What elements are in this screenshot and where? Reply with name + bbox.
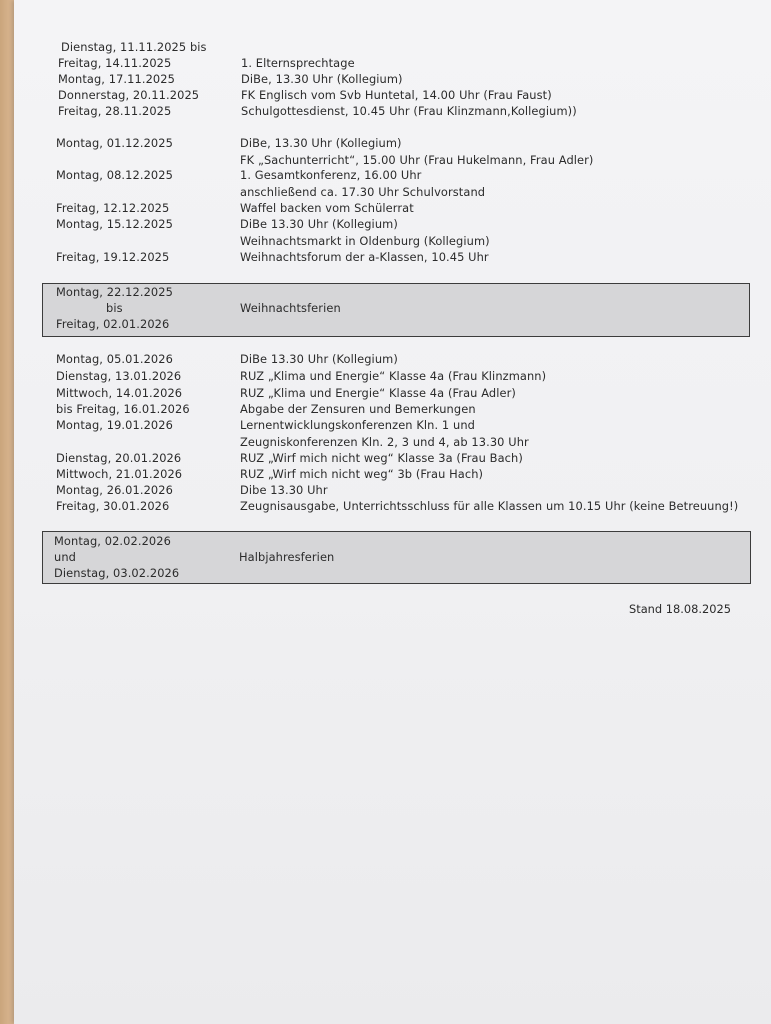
- schedule-event: Weihnachtsmarkt in Oldenburg (Kollegium): [240, 234, 490, 248]
- schedule-date: Montag, 19.01.2026: [56, 418, 173, 432]
- schedule-date: Freitag, 12.12.2025: [56, 201, 170, 215]
- schedule-date: Montag, 05.01.2026: [56, 352, 173, 366]
- schedule-date: Donnerstag, 20.11.2025: [58, 88, 200, 102]
- schedule-date: Dienstag, 13.01.2026: [56, 369, 182, 383]
- schedule-event: Weihnachtsforum der a-Klassen, 10.45 Uhr: [240, 250, 489, 264]
- schedule-date: Montag, 26.01.2026: [56, 483, 173, 497]
- holiday-from: Montag, 02.02.2026: [54, 534, 171, 548]
- schedule-date: Montag, 17.11.2025: [58, 72, 175, 86]
- holiday-connector: und: [54, 550, 76, 564]
- holiday-from: Montag, 22.12.2025: [56, 285, 173, 299]
- schedule-event: RUZ „Wirf mich nicht weg“ Klasse 3a (Frau Bach): [240, 451, 523, 465]
- schedule-date: Freitag, 28.11.2025: [58, 104, 172, 118]
- holiday-box-christmas: [42, 283, 750, 337]
- holiday-name: Halbjahresferien: [239, 550, 335, 564]
- schedule-event: DiBe 13.30 Uhr (Kollegium): [240, 217, 398, 231]
- schedule-event: anschließend ca. 17.30 Uhr Schulvorstand: [240, 185, 486, 199]
- schedule-event: FK Englisch vom Svb Huntetal, 14.00 Uhr (Frau Faust): [241, 88, 552, 102]
- schedule-date: Freitag, 14.11.2025: [58, 56, 172, 70]
- schedule-event: Abgabe der Zensuren und Bemerkungen: [240, 402, 476, 416]
- schedule-event: Dibe 13.30 Uhr: [240, 483, 328, 497]
- schedule-date: Freitag, 30.01.2026: [56, 499, 170, 513]
- schedule-event: RUZ „Wirf mich nicht weg“ 3b (Frau Hach): [240, 467, 484, 481]
- holiday-name: Weihnachtsferien: [240, 301, 341, 315]
- schedule-event: RUZ „Klima und Energie“ Klasse 4a (Frau Klinzmann): [240, 369, 547, 383]
- schedule-date: Montag, 15.12.2025: [56, 217, 173, 231]
- schedule-event: Lernentwicklungskonferenzen Kln. 1 und: [240, 418, 475, 432]
- holiday-connector: bis: [106, 301, 123, 315]
- schedule-event: Zeugnisausgabe, Unterrichtsschluss für alle Klassen um 10.15 Uhr (keine Betreuung!): [240, 499, 739, 513]
- schedule-date: Montag, 01.12.2025: [56, 136, 173, 150]
- schedule-event: Waffel backen vom Schülerrat: [240, 201, 414, 215]
- schedule-event: Schulgottesdienst, 10.45 Uhr (Frau Klinzmann,Kollegium)): [241, 104, 577, 118]
- schedule-event: DiBe 13.30 Uhr (Kollegium): [240, 352, 398, 366]
- schedule-event: DiBe, 13.30 Uhr (Kollegium): [240, 136, 402, 150]
- schedule-date: Dienstag, 20.01.2026: [56, 451, 182, 465]
- holiday-to: Freitag, 02.01.2026: [56, 317, 170, 331]
- schedule-event: FK „Sachunterricht“, 15.00 Uhr (Frau Hukelmann, Frau Adler): [240, 153, 594, 167]
- schedule-event: 1. Gesamtkonferenz, 16.00 Uhr: [240, 168, 422, 182]
- paper-sheet: [14, 0, 771, 1024]
- schedule-date: bis Freitag, 16.01.2026: [56, 402, 190, 416]
- holiday-box-halfyear: [42, 531, 751, 584]
- schedule-date: Mittwoch, 21.01.2026: [56, 467, 183, 481]
- schedule-date: Dienstag, 11.11.2025 bis: [61, 40, 207, 54]
- schedule-date: Freitag, 19.12.2025: [56, 250, 170, 264]
- schedule-date: Montag, 08.12.2025: [56, 168, 173, 182]
- schedule-date: Mittwoch, 14.01.2026: [56, 386, 183, 400]
- stand-date: Stand 18.08.2025: [629, 602, 731, 616]
- schedule-event: DiBe, 13.30 Uhr (Kollegium): [241, 72, 403, 86]
- schedule-event: 1. Elternsprechtage: [241, 56, 355, 70]
- schedule-event: Zeugniskonferenzen Kln. 2, 3 und 4, ab 13.30 Uhr: [240, 435, 529, 449]
- holiday-to: Dienstag, 03.02.2026: [54, 566, 180, 580]
- schedule-event: RUZ „Klima und Energie“ Klasse 4a (Frau Adler): [240, 386, 516, 400]
